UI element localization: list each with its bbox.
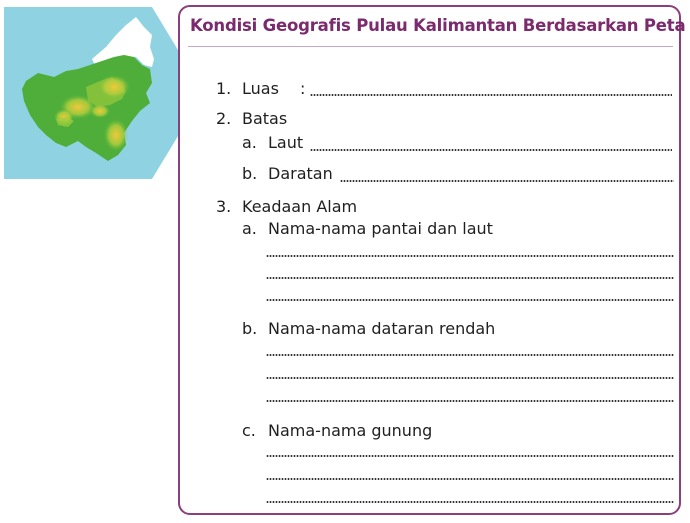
page-title: Kondisi Geografis Pulau Kalimantan Berdasarkan Peta <box>190 16 686 35</box>
item-number: 3. <box>216 197 232 216</box>
title-divider <box>188 46 673 47</box>
answer-line[interactable] <box>266 501 674 503</box>
item-label-batas: Batas <box>242 109 288 128</box>
sub-letter: c. <box>242 421 256 440</box>
sub-label-laut: Laut <box>268 133 304 152</box>
sub-letter: b. <box>242 164 258 183</box>
sub-letter: a. <box>242 219 257 238</box>
answer-line[interactable] <box>266 455 674 457</box>
sub-letter: a. <box>242 133 257 152</box>
answer-line[interactable] <box>266 400 674 402</box>
answer-line[interactable] <box>266 299 674 301</box>
sub-letter: b. <box>242 319 258 338</box>
answer-line-luas[interactable] <box>310 94 672 96</box>
sub-label-gunung: Nama-nama gunung <box>268 421 433 440</box>
answer-line[interactable] <box>266 354 674 356</box>
item-number: 2. <box>216 109 232 128</box>
sub-label-daratan: Daratan <box>268 164 333 183</box>
item-separator: : <box>300 79 306 98</box>
sub-label-pantai-laut: Nama-nama pantai dan laut <box>268 219 493 238</box>
sub-label-dataran-rendah: Nama-nama dataran rendah <box>268 319 496 338</box>
kalimantan-map <box>4 7 204 179</box>
kalimantan-map-icon <box>4 7 204 179</box>
answer-line[interactable] <box>266 377 674 379</box>
answer-line-daratan[interactable] <box>340 180 674 182</box>
answer-line[interactable] <box>266 277 674 279</box>
worksheet-card <box>178 5 686 515</box>
item-label-luas: Luas <box>242 79 279 98</box>
answer-line-laut[interactable] <box>310 149 672 151</box>
item-label-keadaan-alam: Keadaan Alam <box>242 197 358 216</box>
answer-line[interactable] <box>266 478 674 480</box>
item-number: 1. <box>216 79 232 98</box>
answer-line[interactable] <box>266 255 674 257</box>
